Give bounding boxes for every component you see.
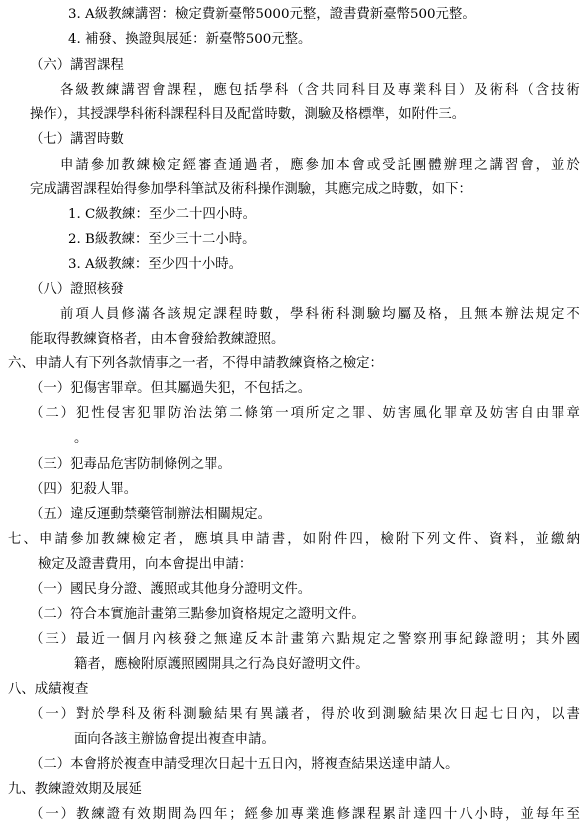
item-8-1: （ 一 ） 對 於 學 科 及 術 科 測 驗 結 果 有 異 議 者 ， 得 於 收 到 測 驗 結 果 次 日 起 七 日 內 ， 以 書: [30, 707, 580, 722]
heading-certificate: （八）證照核發: [30, 282, 124, 297]
para-hours-1: 申 請 參 加 教 練 檢 定 經 審 查 通 過 者 ， 應 參 加 本 會 或 受 託 團 體 辦 理 之 講 習 會 ， 並 於: [60, 158, 580, 173]
item-6-2: （ 二 ） 犯 性 侵 害 犯 罪 防 治 法 第 二 條 第 一 項 所 定 之 罪 、 妨 害 風 化 罪 章 及 妨 害 自 由 罪 章: [30, 406, 580, 421]
hours-b-level: 2. B級教練：至少三十二小時。: [68, 232, 256, 247]
heading-course: （六）講習課程: [30, 58, 124, 73]
para-certificate-1: 前 項 人 員 修 滿 各 該 規 定 課 程 時 數 ， 學 科 術 科 測 驗 均 屬 及 格 ， 且 無 本 辦 法 規 定 不: [60, 307, 580, 322]
hours-a-level: 3. A級教練：至少四十小時。: [68, 257, 242, 272]
item-8-2: （二）本會將於複查申請受理次日起十五日內，將複查結果送達申請人。: [30, 757, 459, 772]
item-7-3: （ 三 ） 最 近 一 個 月 內 核 發 之 無 違 反 本 計 畫 第 六 點 規 定 之 警 察 刑 事 紀 錄 證 明 ； 其 外 國: [30, 632, 580, 647]
item-7-3-cont: 籍者，應檢附原護照國開具之行為良好證明文件。: [74, 657, 369, 672]
section-nine-heading: 九、教練證效期及展延: [8, 782, 142, 797]
item-6-2-cont: 。: [74, 431, 88, 446]
item-6-4: （四）犯殺人罪。: [30, 482, 138, 497]
line-fee-reissue: 4. 補發、換證與展延：新臺幣500元整。: [68, 32, 312, 47]
line-fee-a-level: 3. A級教練講習：檢定費新臺幣5000元整，證書費新臺幣500元整。: [68, 7, 476, 22]
para-course-1: 各 級 教 練 講 習 會 課 程 ， 應 包 括 學 科 （ 含 共 同 科 目 及 專 業 科 目 ） 及 術 科 （ 含 技 術: [60, 83, 580, 98]
item-6-5: （五）違反運動禁藥管制辦法相關規定。: [30, 507, 272, 522]
item-6-3: （三）犯毒品危害防制條例之罪。: [30, 457, 231, 472]
para-certificate-2: 能取得教練資格者，由本會發給教練證照。: [30, 332, 285, 347]
para-course-2: 操作），其授課學科術科課程科目及配當時數，測驗及格標準，如附件三。: [30, 107, 466, 122]
item-9-1: （ 一 ） 教 練 證 有 效 期 間 為 四 年 ； 經 參 加 專 業 進 修 課 程 累 計 達 四 十 八 小 時 ， 並 每 年 至: [30, 807, 580, 822]
para-hours-2: 完成講習課程始得參加學科筆試及術科操作測驗，其應完成之時數，如下：: [30, 182, 472, 197]
hours-c-level: 1. C級教練：至少二十四小時。: [68, 207, 256, 222]
item-7-2: （二）符合本實施計畫第三點參加資格規定之證明文件。: [30, 607, 365, 622]
section-eight-heading: 八、成績複查: [8, 682, 89, 697]
section-seven-heading: 七 、 申 請 參 加 教 練 檢 定 者 ， 應 填 具 申 請 書 ， 如 附 件 四 ， 檢 附 下 列 文 件 、 資 料 ， 並 繳 納: [8, 532, 580, 547]
heading-hours: （七）講習時數: [30, 132, 124, 147]
section-six-heading: 六、申請人有下列各款情事之一者，不得申請教練資格之檢定：: [8, 356, 383, 371]
item-8-1-cont: 面向各該主辦協會提出複查申請。: [74, 732, 275, 747]
section-seven-cont: 檢定及證書費用，向本會提出申請：: [38, 557, 253, 572]
item-6-1: （一）犯傷害罪章。但其屬過失犯，不包括之。: [30, 381, 312, 396]
item-7-1: （一）國民身分證、護照或其他身分證明文件。: [30, 582, 312, 597]
